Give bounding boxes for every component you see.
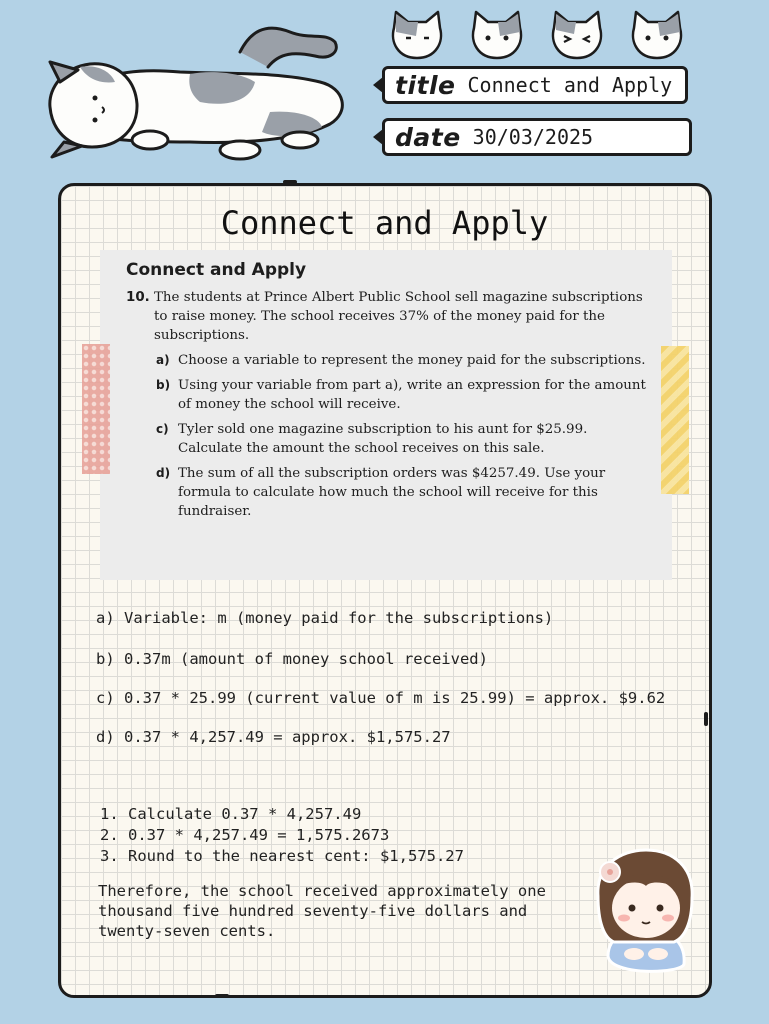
part-text: Choose a variable to represent the money paid for the subscriptions.: [178, 353, 646, 368]
title-label: title: [395, 70, 456, 100]
date-tag: [382, 118, 692, 156]
conclusion-text: Therefore, the school received approximately one thousand five hundred seventy-five dollars and twenty-seven cents.: [98, 882, 546, 940]
question-row: [126, 288, 646, 345]
textbook-excerpt: [100, 250, 672, 580]
date-label: date: [395, 122, 461, 152]
cat-face-icon: [628, 10, 686, 62]
title-value: Connect and Apply: [467, 73, 673, 97]
question-part: [156, 351, 646, 370]
question-number: 10.: [126, 290, 150, 305]
part-text: Tyler sold one magazine subscription to his aunt for $25.99. Calculate the amount the school receives on this sale.: [178, 422, 588, 456]
part-letter: d): [156, 466, 171, 480]
question-part: [156, 420, 646, 458]
cat-face-icon: [468, 10, 526, 62]
page-heading: Connect and Apply: [220, 204, 549, 242]
part-text: The sum of all the subscription orders was $4257.49. Use your formula to calculate how much the school will receive for this fundraiser.: [178, 466, 606, 519]
question-text: The students at Prince Albert Public School sell magazine subscriptions to raise money. The school receives 37% of the money paid for the subscriptions.: [154, 290, 643, 343]
stitch-mark: [704, 712, 708, 726]
question-part: [156, 464, 646, 521]
date-value: 30/03/2025: [472, 125, 594, 149]
title-tag: [382, 66, 688, 104]
part-letter: c): [156, 422, 169, 436]
stitch-mark: [283, 180, 297, 184]
answer-b: b) 0.37m (amount of money school received): [96, 650, 488, 668]
cat-illustration: [40, 12, 360, 172]
washi-tape-left: [82, 344, 110, 474]
part-text: Using your variable from part a), write an expression for the amount of money the school will receive.: [178, 378, 646, 412]
part-letter: a): [156, 353, 170, 367]
steps-list: [100, 804, 464, 867]
washi-tape-right: [661, 346, 689, 494]
cat-face-icon: [388, 10, 446, 62]
textbook-heading: Connect and Apply: [126, 260, 307, 280]
answer-d: d) 0.37 * 4,257.49 = approx. $1,575.27: [96, 728, 451, 746]
stitch-mark: [215, 994, 229, 998]
step-item: 2. 0.37 * 4,257.49 = 1,575.2673: [100, 826, 390, 844]
answer-a: a) Variable: m (money paid for the subscriptions): [96, 609, 554, 627]
step-item: 1. Calculate 0.37 * 4,257.49: [100, 805, 362, 823]
question-part: [156, 376, 646, 414]
answer-c: c) 0.37 * 25.99 (current value of m is 25.99) = approx. $9.62: [96, 689, 666, 707]
cat-face-icon: [548, 10, 606, 62]
girl-sticker: [590, 846, 700, 976]
part-letter: b): [156, 378, 171, 392]
step-item: 3. Round to the nearest cent: $1,575.27: [100, 847, 464, 865]
